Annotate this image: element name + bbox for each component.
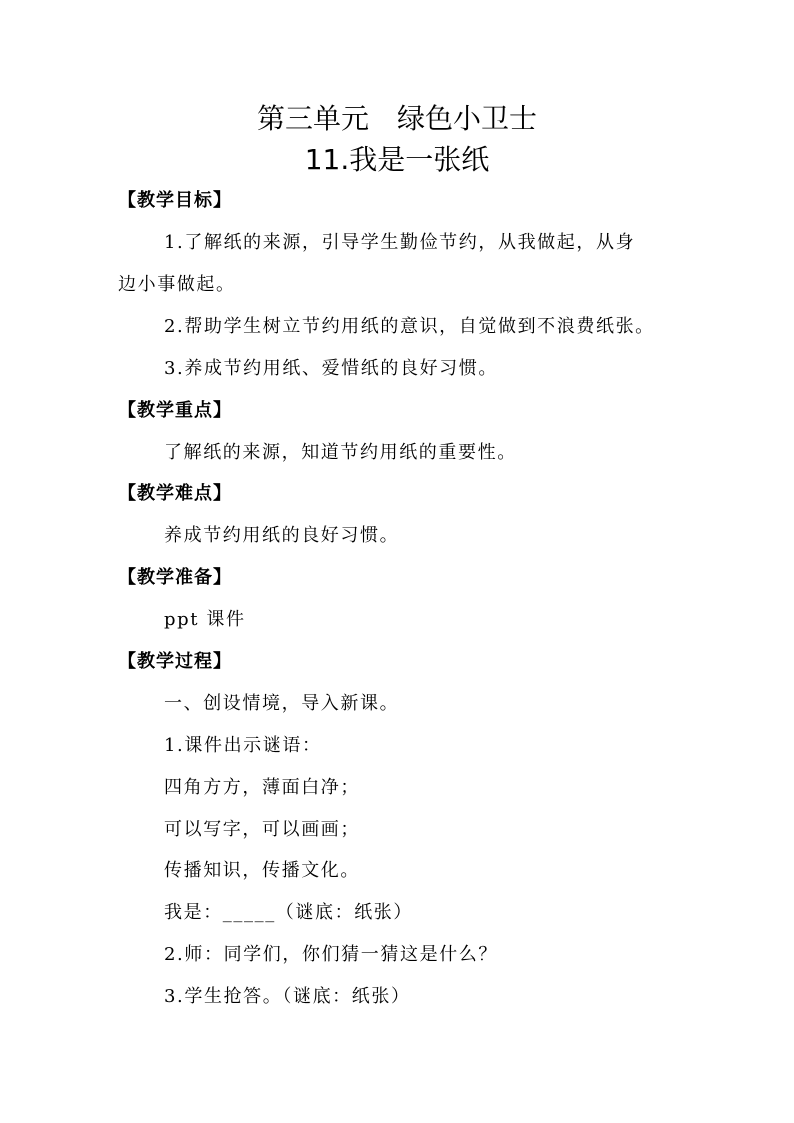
process-step-riddle: 1.课件出示谜语： bbox=[164, 735, 322, 756]
preparation-text: ppt 课件 bbox=[164, 609, 246, 630]
difficulties-text: 养成节约用纸的良好习惯。 bbox=[164, 525, 400, 546]
process-heading: 【教学过程】 bbox=[118, 651, 232, 672]
key-points-heading: 【教学重点】 bbox=[118, 400, 232, 421]
key-points-text: 了解纸的来源，知道节约用纸的重要性。 bbox=[164, 442, 517, 463]
objectives-heading: 【教学目标】 bbox=[118, 190, 232, 211]
riddle-line-2: 可以写字，可以画画； bbox=[164, 819, 360, 840]
difficulties-heading: 【教学难点】 bbox=[118, 483, 232, 504]
lesson-title: 11.我是一张纸 bbox=[304, 143, 490, 176]
objective-item-1-continued: 边小事做起。 bbox=[118, 274, 236, 295]
process-step-students: 3.学生抢答。（谜底：纸张） bbox=[164, 986, 411, 1007]
objective-item-1: 1.了解纸的来源，引导学生勤俭节约，从我做起，从身 bbox=[164, 232, 636, 253]
preparation-heading: 【教学准备】 bbox=[118, 567, 232, 588]
unit-title: 第三单元 绿色小卫士 bbox=[256, 102, 537, 135]
process-step-intro: 一、创设情境，导入新课。 bbox=[164, 693, 400, 714]
objective-item-2: 2.帮助学生树立节约用纸的意识，自觉做到不浪费纸张。 bbox=[164, 316, 655, 337]
process-step-teacher: 2.师：同学们，你们猜一猜这是什么？ bbox=[164, 944, 498, 965]
riddle-line-1: 四角方方，薄面白净； bbox=[164, 777, 360, 798]
riddle-answer-line: 我是：_____（谜底：纸张） bbox=[164, 902, 413, 923]
riddle-line-3: 传播知识，传播文化。 bbox=[164, 860, 360, 881]
objective-item-3: 3.养成节约用纸、爱惜纸的良好习惯。 bbox=[164, 358, 498, 379]
